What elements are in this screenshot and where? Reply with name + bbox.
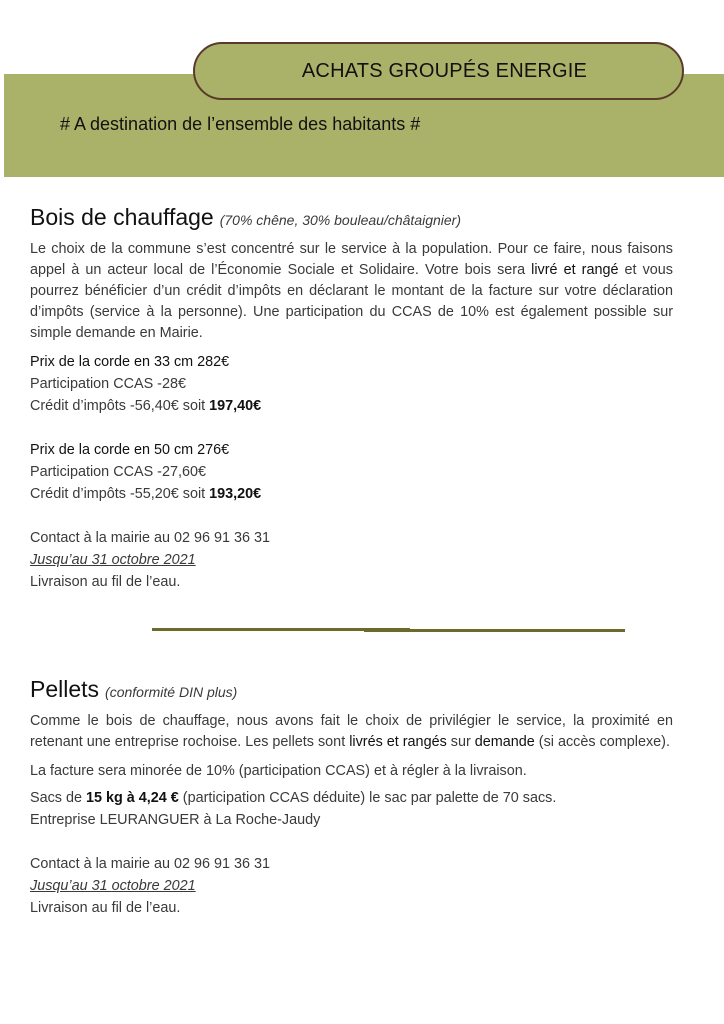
bois-deadline: Jusqu’au 31 octobre 2021 bbox=[30, 552, 196, 568]
bois-intro-emphasis: livré et rangé bbox=[531, 262, 619, 278]
pellets-company: Entreprise LEURANGUER à La Roche-Jaudy bbox=[30, 812, 321, 828]
pellets-deadline: Jusqu’au 31 octobre 2021 bbox=[30, 878, 196, 894]
bois-title: Bois de chauffage bbox=[30, 204, 214, 230]
pellets-intro-emphasis-1: livrés et rangés bbox=[349, 734, 447, 750]
bois-note: (70% chêne, 30% bouleau/châtaignier) bbox=[219, 212, 462, 228]
pellets-intro-text-2: sur bbox=[446, 734, 475, 750]
pellets-intro-text-3: (si accès complexe). bbox=[534, 734, 670, 750]
offer-33-ccas: Participation CCAS -28€ bbox=[30, 376, 186, 392]
offer-33-price: Prix de la corde en 33 cm 282€ bbox=[30, 354, 230, 370]
pellets-section bbox=[30, 676, 673, 919]
title-pill bbox=[193, 42, 684, 100]
offer-50-price: Prix de la corde en 50 cm 276€ bbox=[30, 442, 230, 458]
pellets-heading bbox=[30, 676, 673, 703]
pellets-invoice: La facture sera minorée de 10% (participation CCAS) et à régler à la livraison. bbox=[30, 763, 527, 779]
pellets-note: (conformité DIN plus) bbox=[105, 684, 238, 700]
offer-33-credit-text: Crédit d’impôts -56,40€ soit bbox=[30, 398, 210, 414]
pellets-intro-text-1: Comme le bois de chauffage, nous avons fait le choix de privilégier le service, la proximité en retenant une entreprise rochoise. Les pellets sont bbox=[30, 713, 673, 750]
bois-contact: Contact à la mairie au 02 96 91 36 31 bbox=[30, 530, 271, 546]
pellets-contact: Contact à la mairie au 02 96 91 36 31 bbox=[30, 856, 271, 872]
bois-intro bbox=[30, 239, 673, 344]
bois-offer-50 bbox=[30, 439, 673, 505]
offer-50-credit bbox=[30, 483, 673, 505]
section-divider bbox=[152, 628, 625, 632]
bois-heading bbox=[30, 204, 673, 231]
pellets-contact-block bbox=[30, 853, 673, 919]
bois-intro-text-1: Le choix de la commune s’est concentré sur le service à la population. Pour ce faire, nous faisons appel à un acteur local de l’Économie Sociale et Solidaire. Votre bois sera bbox=[30, 241, 673, 278]
pellets-bags-text-2: (participation CCAS déduite) le sac par palette de 70 sacs. bbox=[178, 790, 557, 806]
bois-delivery: Livraison au fil de l’eau. bbox=[30, 574, 181, 590]
bois-offer-33 bbox=[30, 351, 673, 417]
pellets-intro-emphasis-2: demande bbox=[474, 734, 535, 750]
offer-33-credit bbox=[30, 395, 673, 417]
offer-50-total: 193,20€ bbox=[209, 486, 262, 502]
pellets-title: Pellets bbox=[30, 676, 100, 702]
pellets-bags bbox=[30, 787, 673, 809]
pellets-intro bbox=[30, 711, 673, 753]
offer-50-credit-text: Crédit d’impôts -55,20€ soit bbox=[30, 486, 210, 502]
page-title: ACHATS GROUPÉS ENERGIE bbox=[301, 59, 588, 82]
bois-section bbox=[30, 204, 673, 593]
page-subtitle: # A destination de l’ensemble des habitants # bbox=[60, 114, 421, 134]
bois-intro-text-2: et vous pourrez bénéficier d’un crédit d’impôts en déclarant le montant de la facture sur votre déclaration d’impôts (service à la personne). Une participation du CCAS de 10% est également possible sur simple demande en Mairie. bbox=[30, 262, 673, 341]
bois-contact-block bbox=[30, 527, 673, 593]
offer-50-ccas: Participation CCAS -27,60€ bbox=[30, 464, 206, 480]
pellets-bags-text-1: Sacs de bbox=[30, 790, 86, 806]
offer-33-total: 197,40€ bbox=[209, 398, 262, 414]
pellets-bags-price: 15 kg à 4,24 € bbox=[86, 790, 179, 806]
pellets-delivery: Livraison au fil de l’eau. bbox=[30, 900, 181, 916]
